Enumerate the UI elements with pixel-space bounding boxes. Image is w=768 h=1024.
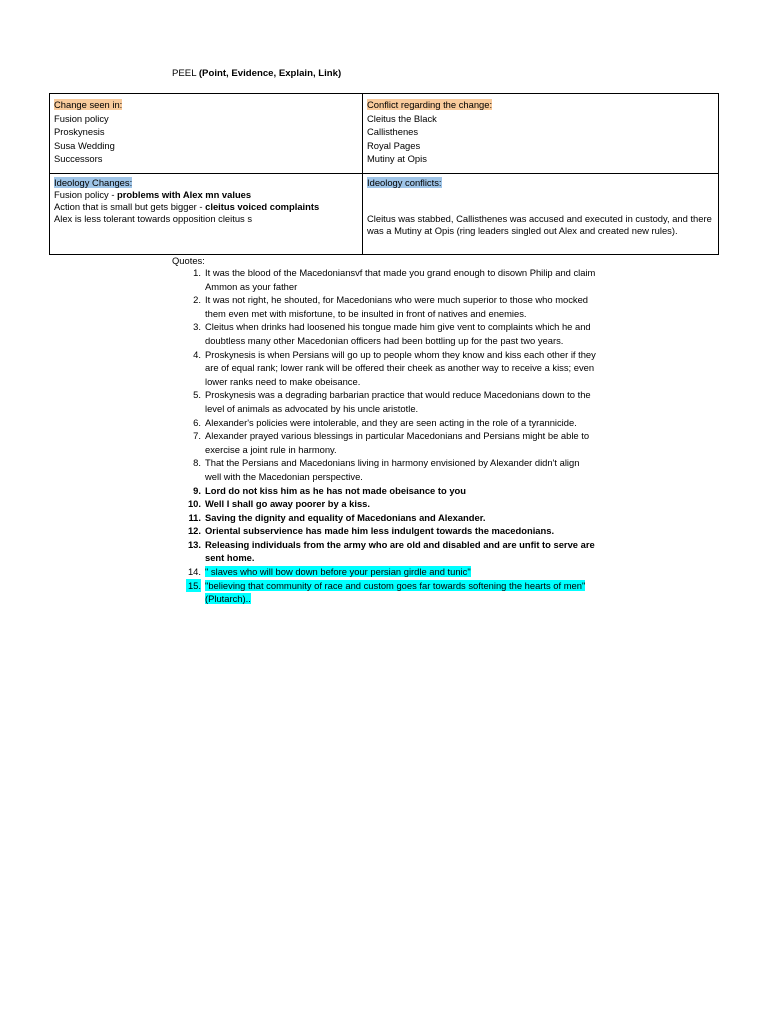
title-prefix: PEEL (172, 68, 197, 79)
list-item (186, 497, 598, 511)
list-number: 7. (193, 430, 201, 442)
quote-text: Saving the dignity and equality of Macedonians and Alexander. (205, 511, 486, 523)
list-number: 13. (187, 538, 201, 550)
conflict-change-cell (363, 94, 719, 174)
quote-text: Alexander's policies were intolerable, and they are seen acting in the role of a tyrannicide. (205, 416, 577, 428)
list-item (186, 484, 598, 498)
ideology-conflicts-text: Cleitus was stabbed, Callisthenes was accused and executed in custody, and there was a Mutiny at Opis (ring leaders singled out Alex and created new rules). (367, 213, 712, 236)
quote-text: "believing that community of race and custom goes far towards softening the hearts of men" (Plutarch).. (205, 579, 586, 605)
list-item (186, 266, 598, 293)
quote-text: Proskynesis was a degrading barbarian practice that would reduce Macedonians down to the level of animals as advocated by his uncle aristotle. (205, 389, 591, 414)
list-item: Proskynesis (54, 126, 105, 137)
line-bold-text: cleitus voiced complaints (205, 201, 320, 212)
list-number: 12. (187, 525, 201, 537)
list-item (186, 416, 598, 430)
list-item: Mutiny at Opis (367, 153, 427, 164)
list-item (186, 511, 598, 525)
ideology-changes-cell (50, 174, 363, 255)
quote-text: Cleitus when drinks had loosened his tongue made him give vent to complaints which he and doubtless many other Macedonian officers had been bottling up for the past two years. (205, 321, 591, 346)
quote-text: It was the blood of the Macedoniansvf that made you grand enough to disown Philip and claim Ammon as your father (205, 267, 596, 292)
list-number: 11. (188, 511, 201, 523)
list-number: 1. (193, 267, 201, 278)
list-item (186, 429, 598, 456)
list-number: 4. (193, 348, 201, 360)
quote-text: " slaves who will bow down before your persian girdle and tunic" (205, 566, 471, 578)
quote-text: Alexander prayed various blessings in particular Macedonians and Persians might be able to exercise a joint rule in harmony. (205, 430, 590, 455)
list-number: 8. (193, 457, 201, 469)
list-item (186, 579, 598, 606)
ideology-conflicts-cell (363, 174, 719, 255)
list-item: Callisthenes (367, 126, 419, 137)
list-item (186, 293, 598, 320)
list-number: 6. (193, 416, 201, 428)
list-number: 14. (187, 566, 201, 578)
list-number: 10. (187, 498, 201, 510)
ideology-line-1 (54, 189, 358, 201)
list-number: 5. (193, 389, 201, 401)
list-item (186, 320, 598, 347)
list-number: 15. (187, 579, 201, 591)
ideology-changes-heading: Ideology Changes: (54, 177, 133, 188)
ideology-line-2 (54, 201, 358, 213)
quotes-label: Quotes: (172, 255, 205, 266)
line-text: Fusion policy - (54, 189, 118, 200)
change-seen-heading: Change seen in: (54, 99, 123, 110)
list-item (186, 524, 598, 538)
list-item (186, 388, 598, 415)
quote-text: That the Persians and Macedonians living in harmony envisioned by Alexander didn't align well with the Macedonian perspective. (205, 457, 580, 482)
quote-text: Proskynesis is when Persians will go up to people whom they know and kiss each other if they are of equal rank; lower rank will be offered their cheek as another way to receive a kiss; even lower ranks need to make obeisance. (205, 348, 596, 387)
table-row (50, 94, 719, 174)
title-subtitle: (Point, Evidence, Explain, Link) (198, 68, 342, 79)
conflict-change-heading: Conflict regarding the change: (367, 99, 493, 110)
list-number: 3. (193, 321, 201, 333)
quote-text: Lord do not kiss him as he has not made obeisance to you (205, 484, 466, 496)
list-item: Fusion policy (54, 112, 109, 124)
list-item (186, 456, 598, 483)
list-item: Successors (54, 153, 103, 164)
list-item: Royal Pages (367, 139, 421, 151)
list-item (186, 565, 598, 579)
ideology-line-3: Alex is less tolerant towards opposition cleitus s (54, 213, 253, 224)
list-number: 2. (193, 294, 201, 306)
list-number: 9. (193, 484, 201, 496)
list-item (186, 538, 598, 565)
change-seen-cell (50, 94, 363, 174)
quote-text: Oriental subservience has made him less indulgent towards the macedonians. (205, 525, 555, 537)
peel-table (49, 93, 719, 255)
line-text: Action that is small but gets bigger - (54, 201, 206, 212)
quote-text: It was not right, he shouted, for Macedonians who were much superior to those who mocked them even met with misfortune, to be insulted in front of natives and enemies. (205, 294, 589, 319)
list-item: Cleitus the Black (367, 112, 437, 124)
quotes-list (186, 266, 598, 606)
list-item (186, 348, 598, 389)
quote-text: Well I shall go away poorer by a kiss. (205, 498, 370, 510)
table-row (50, 174, 719, 255)
list-item: Susa Wedding (54, 139, 115, 151)
line-bold-text: problems with Alex mn values (117, 189, 252, 200)
quote-text: Releasing individuals from the army who are old and disabled and are unfit to serve are sent home. (205, 538, 595, 564)
ideology-conflicts-heading: Ideology conflicts: (367, 177, 442, 188)
document-title (172, 67, 341, 81)
